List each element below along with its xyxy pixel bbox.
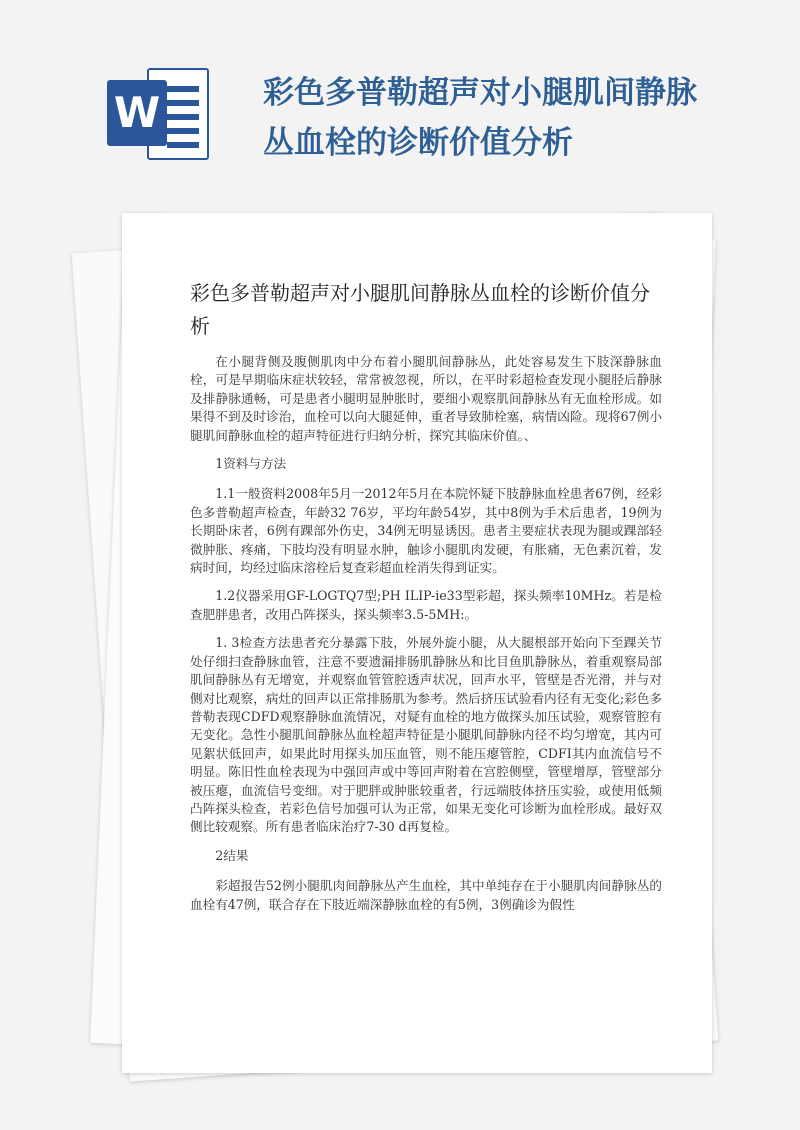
word-logo-letter: W — [107, 80, 167, 146]
paragraph-results: 彩超报告52例小腿肌肉间静脉丛产生血栓，其中单纯存在于小腿肌肉间静脉丛的血栓有47例，联合存在下肢近端深静脉血栓的有5例，3例确诊为假性 — [190, 878, 662, 912]
section-heading-results: 2结果 — [215, 847, 249, 863]
paragraph-general-data: 1.1一般资料2008年5月一2012年5月在本院怀疑下肢静脉血栓患者67例，经彩色多普勒超声检查，年龄32 76岁，平均年龄54岁，其中8例为手术后患者，19例为长期卧床者，6例有踝部外伤史，34例无明显诱因。患者主要症状表现为腿或踝部轻微肿胀、疼痛，下肢均没有明显水肿，触诊小腿肌肉发硬，有胀痛，无色素沉着，发病时间，均经过临床溶栓后复查彩超血栓消失得到证实。 — [190, 486, 662, 576]
banner — [0, 0, 800, 200]
word-document-icon — [107, 62, 211, 166]
document-body — [190, 353, 662, 924]
paragraph-instruments: 1.2仪器采用GF-LOGTQ7型;PH ILIP-ie33型彩超，探头频率10MHz。若是检查肥胖患者，改用凸阵探头，探头频率3.5-5MH:。 — [190, 588, 662, 622]
paragraph-intro: 在小腿背侧及腹侧肌肉中分布着小腿肌间静脉丛，此处容易发生下肢深静脉血栓，可是早期临床症状较轻，常常被忽视，所以，在平时彩超检查发现小腿胫后静脉及排静脉通畅，可是患者小腿明显肿胀时，要细小观察肌间静脉丛有无血栓形成。如果得不到及时诊治，血栓可以向大腿延伸，重者导致肺栓塞，病情凶险。现将67例小腿肌间静脉血栓的超声特征进行归纳分析，探究其临床价值。、 — [190, 354, 662, 443]
banner-title: 彩色多普勒超声对小腿肌间静脉丛血栓的诊断价值分析 — [263, 75, 697, 161]
document-page — [122, 213, 712, 1073]
document-title: 彩色多普勒超声对小腿肌间静脉丛血栓的诊断价值分析 — [190, 281, 650, 338]
paragraph-exam-method: 1. 3检查方法患者充分暴露下肢，外展外旋小腿，从大腿根部开始向下至踝关节处仔细扫查静脉血管，注意不要遗漏排肠肌静脉丛和比目鱼肌静脉丛，着重观察局部肌间静脉丛有无增宽，并观察血管管腔透声状况，回声水平，管壁是否光滑，并与对侧对比观察，病灶的回声以正常排肠肌为参考。然后挤压试验看内径有无变化;彩色多普勒表现CDFD观察静脉血流情况，对疑有血栓的地方做探头加压试验，观察管腔有无变化。急性小腿肌间静脉丛血栓超声特征是小腿肌间静脉内径不均匀增宽，其内可见絮状低回声，如果此时用探头加压血管，则不能压瘪管腔，CDFI其内血流信号不明显。陈旧性血栓表现为中强回声或中等回声附着在宫腔侧壁，管壁增厚，管壁部分被压瘪，血流信号变细。对于肥胖或肿胀较重者，行远端肢体挤压实验，或使用低频凸阵探头检查，若彩色信号加强可认为正常，如果无变化可诊断为血栓形成。最好双侧比较观察。所有患者临床治疗7-30 d再复检。 — [190, 635, 662, 835]
section-heading-methods: 1资料与方法 — [215, 456, 287, 472]
